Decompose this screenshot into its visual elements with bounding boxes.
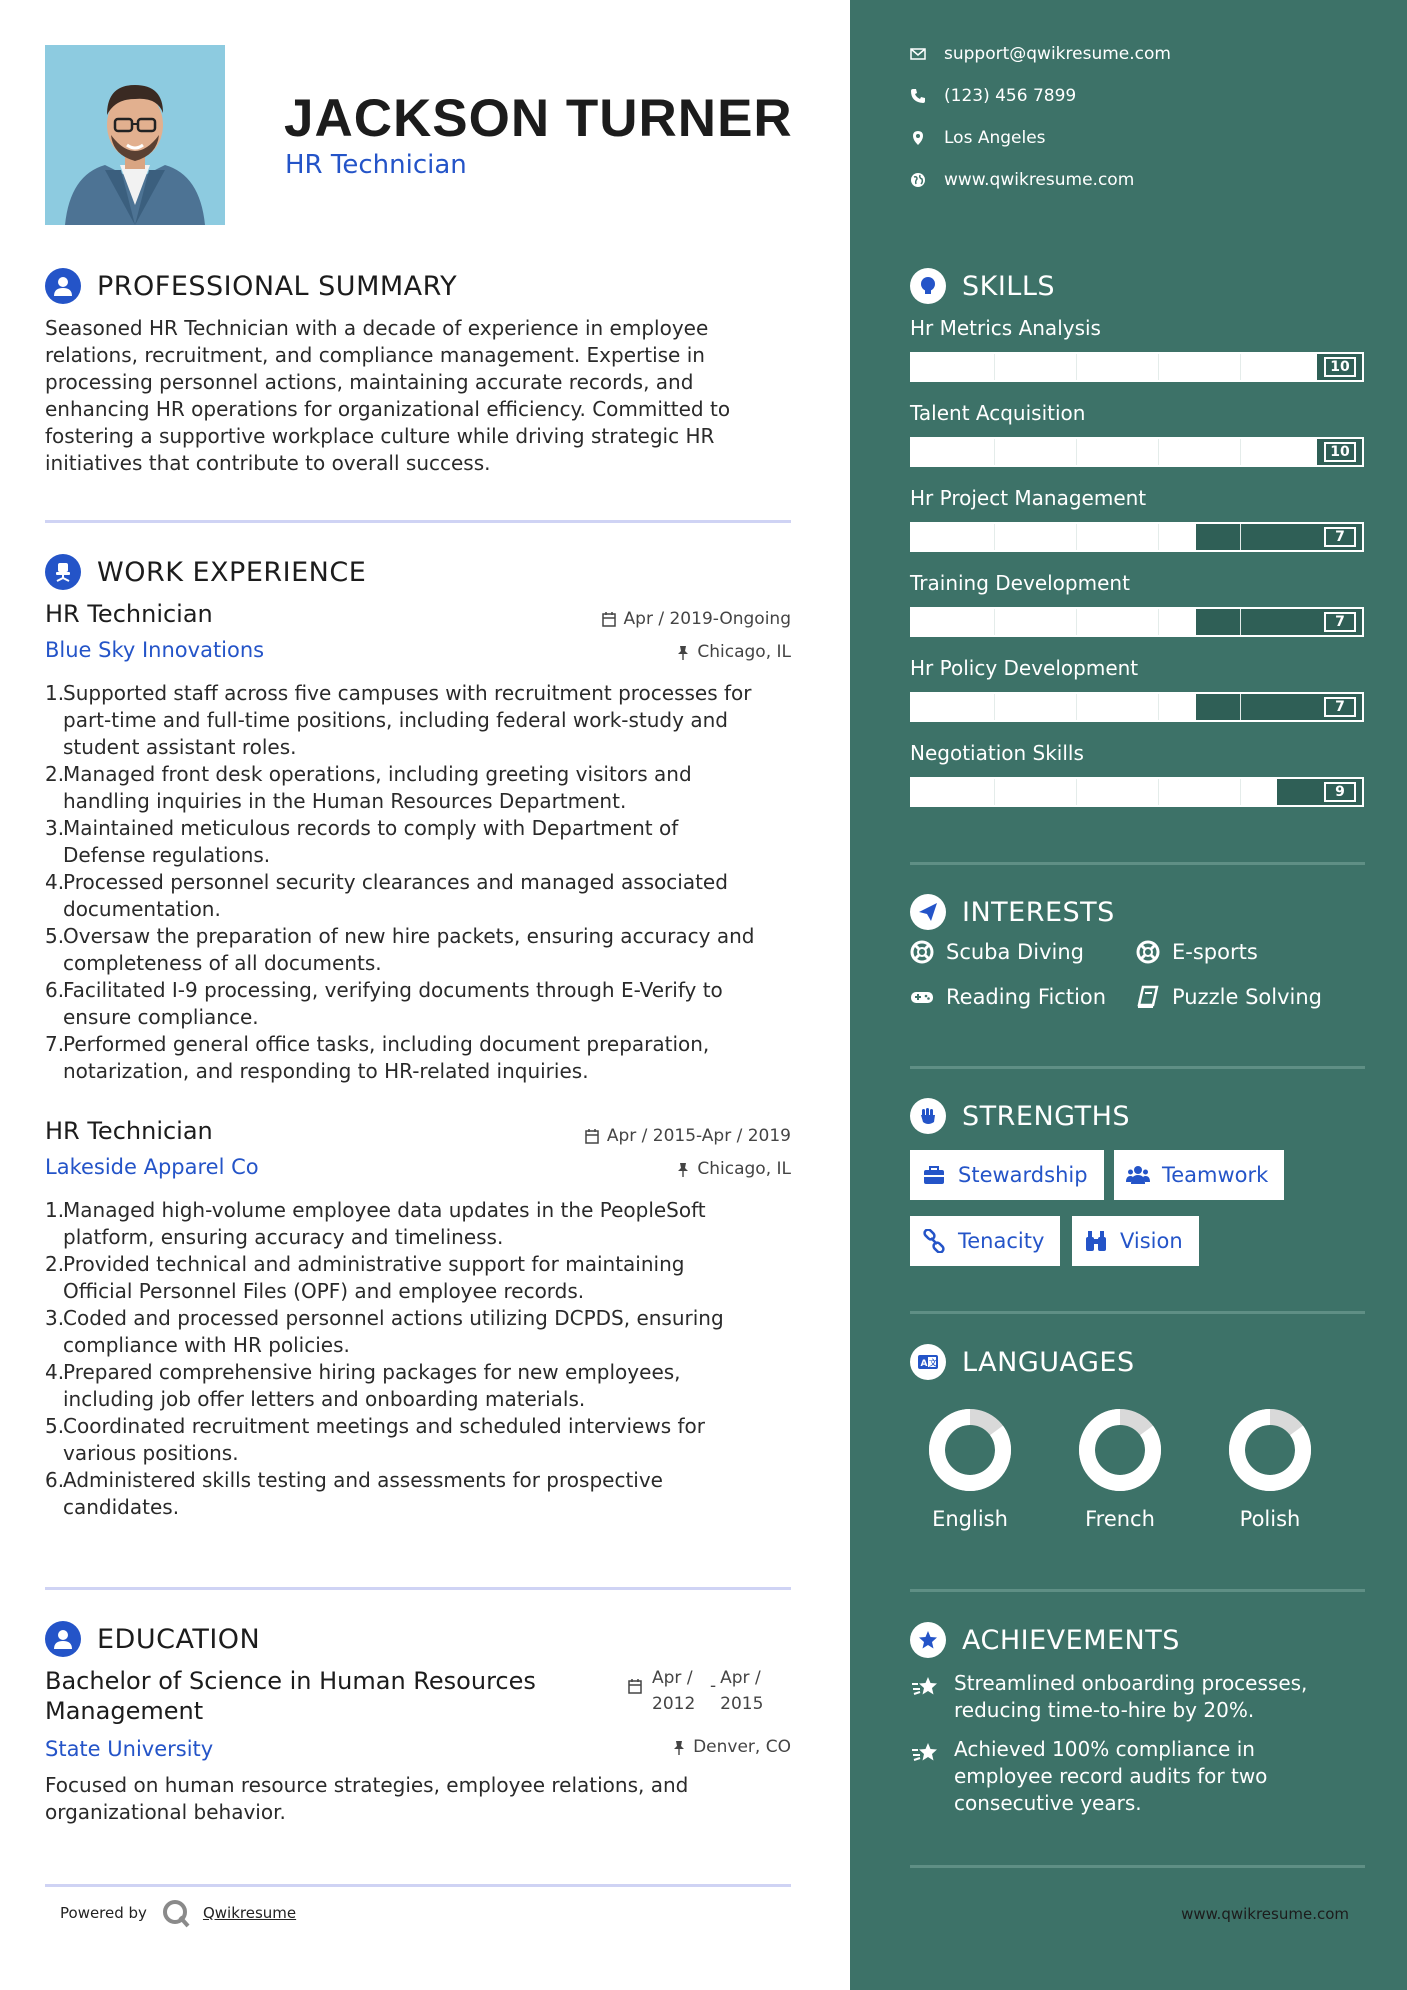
skill-label: Hr Project Management xyxy=(910,486,1147,510)
paper-plane-icon xyxy=(910,894,946,930)
phone-icon xyxy=(910,88,926,104)
education-end: Apr / 2015 xyxy=(720,1668,764,1714)
skill-bar-segment xyxy=(1158,609,1159,635)
skills-title: SKILLS xyxy=(962,270,1056,302)
bullet-number: 5. xyxy=(45,924,65,948)
interest-label: Reading Fiction xyxy=(946,985,1107,1009)
office-chair-icon xyxy=(45,554,81,590)
translate-icon xyxy=(910,1344,946,1380)
life-ring-icon xyxy=(910,940,934,964)
calendar-icon xyxy=(628,1679,642,1694)
skill-bar xyxy=(910,522,1364,552)
achievement-item: Streamlined onboarding processes, reducing time-to-hire by 20%. xyxy=(910,1670,1350,1724)
pin-icon xyxy=(673,1740,685,1755)
skill-bar-segment xyxy=(1240,439,1241,465)
education-title: EDUCATION xyxy=(97,1623,261,1655)
section-divider xyxy=(910,1865,1365,1868)
skill-bar-segment xyxy=(1076,354,1077,380)
contact-location xyxy=(910,128,1046,148)
interest-label: Puzzle Solving xyxy=(1172,985,1322,1009)
job-date-text: Apr / 2015-Apr / 2019 xyxy=(606,1126,791,1146)
strength-label: Tenacity xyxy=(958,1229,1045,1253)
bullet-number: 2. xyxy=(45,1252,65,1276)
svg-text:文: 文 xyxy=(929,1358,937,1368)
list-item: 5. Coordinated recruitment meetings and scheduled interviews for various positions. xyxy=(45,1414,705,1465)
skill-bar-segment xyxy=(1158,694,1159,720)
contact-phone[interactable] xyxy=(910,86,1076,106)
strength-badge xyxy=(1072,1216,1199,1266)
job-location-text: Chicago, IL xyxy=(697,1159,791,1179)
pin-icon xyxy=(677,1162,689,1177)
skill-bar-segment xyxy=(994,354,995,380)
job-bullets xyxy=(45,1197,795,1521)
contact-email-text: support@qwikresume.com xyxy=(944,44,1171,64)
summary-text xyxy=(45,315,791,477)
user-circle-icon xyxy=(45,1621,81,1657)
summary-line: relations, recruitment, and compliance management. Expertise in xyxy=(45,343,705,367)
skill-bar-segment xyxy=(1158,354,1159,380)
skill-value: 7 xyxy=(1324,697,1356,717)
skill-bar-fill xyxy=(912,439,1317,465)
job-date-text: Apr / 2019-Ongoing xyxy=(623,609,791,629)
skill-bar-fill xyxy=(912,694,1196,720)
contact-location-text: Los Angeles xyxy=(944,128,1046,148)
experience-title: WORK EXPERIENCE xyxy=(97,556,367,588)
job-location-text: Chicago, IL xyxy=(697,642,791,662)
skill-bar-segment xyxy=(1240,609,1241,635)
gamepad-icon xyxy=(910,985,934,1009)
contact-website[interactable] xyxy=(910,170,1134,190)
section-divider xyxy=(910,1066,1365,1069)
job-title: HR Technician xyxy=(45,600,213,628)
bullet-number: 6. xyxy=(45,978,65,1002)
binoculars-icon xyxy=(1084,1229,1108,1253)
interest-label: E-sports xyxy=(1172,940,1258,964)
achievement-item: Achieved 100% compliance in employee record audits for two consecutive years. xyxy=(910,1736,1350,1817)
skill-bar xyxy=(910,437,1364,467)
section-divider xyxy=(910,1311,1365,1314)
education-start: Apr / 2012 xyxy=(652,1668,696,1714)
footer-site[interactable]: www.qwikresume.com xyxy=(1181,1905,1349,1923)
section-divider xyxy=(45,520,791,523)
education-description: Focused on human resource strategies, employee relations, and organizational behavior. xyxy=(45,1773,689,1824)
summary-line: Seasoned HR Technician with a decade of experience in employee xyxy=(45,316,709,340)
skill-bar-segment xyxy=(1076,439,1077,465)
job-bullets xyxy=(45,680,795,1085)
globe-icon xyxy=(910,172,926,188)
skill-value: 10 xyxy=(1324,442,1356,462)
life-ring-icon xyxy=(1136,940,1160,964)
brand-link[interactable]: Qwikresume xyxy=(202,1904,297,1922)
skill-bar-segment xyxy=(994,524,995,550)
skill-bar-segment xyxy=(1076,779,1077,805)
skill-bar-segment xyxy=(1240,779,1241,805)
achievements-heading xyxy=(910,1622,1180,1658)
job-location xyxy=(677,642,791,662)
shooting-star-icon xyxy=(910,1672,940,1702)
skill-bar-segment xyxy=(1076,524,1077,550)
skill-bar xyxy=(910,777,1364,807)
interests-heading xyxy=(910,894,1115,930)
contact-email[interactable] xyxy=(910,44,1171,64)
section-divider xyxy=(45,1884,791,1887)
summary-title: PROFESSIONAL SUMMARY xyxy=(97,270,458,302)
degree-line: Management xyxy=(45,1697,204,1725)
candidate-name: JACKSON TURNER xyxy=(284,89,793,148)
language-label: French xyxy=(1085,1507,1155,1531)
interests-title: INTERESTS xyxy=(962,896,1115,928)
list-item: 2. Provided technical and administrative support for maintaining Official Personnel Files (OPF) and employee records. xyxy=(45,1252,685,1303)
language-donut xyxy=(1075,1405,1165,1495)
calendar-icon xyxy=(602,612,616,627)
list-item: 4. Processed personnel security clearances and managed associated documentation. xyxy=(45,870,728,921)
skill-bar-segment xyxy=(1240,524,1241,550)
skill-bar-fill xyxy=(912,779,1277,805)
map-marker-icon xyxy=(910,130,926,146)
qwikresume-logo-icon xyxy=(161,1898,191,1928)
strength-label: Teamwork xyxy=(1162,1163,1269,1187)
language-item xyxy=(910,1405,1030,1531)
skill-label: Hr Policy Development xyxy=(910,656,1139,680)
experience-heading xyxy=(45,554,366,590)
summary-line: processing personnel actions, maintaining accurate records, and xyxy=(45,370,694,394)
job-company: Blue Sky Innovations xyxy=(45,638,265,662)
bullet-number: 1. xyxy=(45,1198,65,1222)
section-divider xyxy=(910,1589,1365,1592)
bullet-number: 5. xyxy=(45,1414,65,1438)
footer-powered-by xyxy=(60,1898,296,1928)
contact-phone-text: (123) 456 7899 xyxy=(944,86,1077,106)
list-item: 4. Prepared comprehensive hiring packages for new employees, including job offer letters and onboarding materials. xyxy=(45,1360,681,1411)
skill-bar-segment xyxy=(1240,354,1241,380)
strength-badge xyxy=(910,1150,1104,1200)
skill-bar xyxy=(910,692,1364,722)
skill-bar-segment xyxy=(1158,524,1159,550)
languages-title: LANGUAGES xyxy=(962,1346,1135,1378)
summary-line: enhancing HR operations for organizational efficiency. Committed to xyxy=(45,397,731,421)
skill-bar-segment xyxy=(994,694,995,720)
list-item: 5. Oversaw the preparation of new hire packets, ensuring accuracy and completeness of all documents. xyxy=(45,924,755,975)
bullet-number: 1. xyxy=(45,681,65,705)
bullet-number: 3. xyxy=(45,1306,65,1330)
book-icon xyxy=(1136,985,1160,1009)
person-portrait-icon xyxy=(45,45,225,225)
skill-bar-segment xyxy=(994,609,995,635)
skill-bar xyxy=(910,607,1364,637)
bullet-number: 2. xyxy=(45,762,65,786)
bullet-number: 3. xyxy=(45,816,65,840)
bullet-number: 4. xyxy=(45,870,65,894)
language-label: Polish xyxy=(1239,1507,1301,1531)
section-divider xyxy=(45,1587,791,1590)
skill-bar-segment xyxy=(994,779,995,805)
skill-bar-fill xyxy=(912,609,1196,635)
list-item: 1. Managed high-volume employee data updates in the PeopleSoft platform, ensuring accuracy and timeliness. xyxy=(45,1198,706,1249)
skill-bar-segment xyxy=(994,439,995,465)
contact-website-text: www.qwikresume.com xyxy=(944,170,1135,190)
skill-bar-segment xyxy=(1076,609,1077,635)
strength-badge xyxy=(910,1216,1060,1266)
list-item: 1. Supported staff across five campuses with recruitment processes for part-time and full-time positions, including federal work-study and student assistant roles. xyxy=(45,681,752,759)
skill-bar-segment xyxy=(1158,779,1159,805)
education-degree xyxy=(45,1666,605,1726)
job-date xyxy=(585,1126,791,1146)
skills-heading xyxy=(910,268,1055,304)
list-item: 3. Maintained meticulous records to comply with Department of Defense regulations. xyxy=(45,816,679,867)
shooting-star-icon xyxy=(910,1738,940,1768)
degree-line: Bachelor of Science in Human Resources xyxy=(45,1667,536,1695)
languages-heading xyxy=(910,1344,1135,1380)
link-icon xyxy=(922,1229,946,1253)
education-heading xyxy=(45,1621,260,1657)
list-item: 3. Coded and processed personnel actions utilizing DCPDS, ensuring compliance with HR policies. xyxy=(45,1306,724,1357)
skill-bar xyxy=(910,352,1364,382)
strengths-title: STRENGTHS xyxy=(962,1100,1131,1132)
strength-label: Stewardship xyxy=(958,1163,1088,1187)
summary-line: initiatives that contribute to overall success. xyxy=(45,451,491,475)
language-label: English xyxy=(932,1507,1008,1531)
calendar-icon xyxy=(585,1129,599,1144)
skill-label: Training Development xyxy=(910,571,1130,595)
summary-heading xyxy=(45,268,457,304)
bullet-number: 6. xyxy=(45,1468,65,1492)
skill-value: 7 xyxy=(1324,527,1356,547)
interest-label: Scuba Diving xyxy=(946,940,1084,964)
powered-by-text: Powered by xyxy=(60,1904,147,1922)
skill-bar-segment xyxy=(1240,694,1241,720)
user-circle-icon xyxy=(45,268,81,304)
strength-label: Vision xyxy=(1120,1229,1183,1253)
education-school: State University xyxy=(45,1737,214,1761)
briefcase-icon xyxy=(922,1163,946,1187)
education-location xyxy=(673,1737,791,1757)
profile-photo xyxy=(45,45,225,225)
date-dash: - xyxy=(710,1676,717,1696)
skill-bar-fill xyxy=(912,524,1196,550)
candidate-role: HR Technician xyxy=(285,150,467,180)
section-divider xyxy=(910,862,1365,865)
skill-value: 9 xyxy=(1324,782,1356,802)
star-badge-icon xyxy=(910,1622,946,1658)
language-donut xyxy=(1225,1405,1315,1495)
education-dates xyxy=(628,1665,778,1717)
skill-bar-segment xyxy=(1076,694,1077,720)
list-item: 6. Facilitated I-9 processing, verifying documents through E-Verify to ensure compliance. xyxy=(45,978,723,1029)
language-item xyxy=(1210,1405,1330,1531)
strength-badge xyxy=(1114,1150,1284,1200)
list-item: 2. Managed front desk operations, including greeting visitors and handling inquiries in the Human Resources Department. xyxy=(45,762,692,813)
users-icon xyxy=(1126,1163,1150,1187)
skill-label: Negotiation Skills xyxy=(910,741,1084,765)
job-location xyxy=(677,1159,791,1179)
strengths-heading xyxy=(910,1098,1130,1134)
skill-label: Hr Metrics Analysis xyxy=(910,316,1101,340)
bullet-number: 4. xyxy=(45,1360,65,1384)
skill-value: 7 xyxy=(1324,612,1356,632)
list-item: 7. Performed general office tasks, including document preparation, notarization, and responding to HR-related inquiries. xyxy=(45,1032,710,1083)
interest-item xyxy=(910,940,1084,964)
job-date xyxy=(602,609,791,629)
skill-label: Talent Acquisition xyxy=(910,401,1086,425)
svg-text:A: A xyxy=(920,1359,928,1369)
summary-line: fostering a supportive workplace culture while driving strategic HR xyxy=(45,424,715,448)
pin-icon xyxy=(677,645,689,660)
job-company: Lakeside Apparel Co xyxy=(45,1155,259,1179)
sidebar xyxy=(850,0,1407,1990)
interest-item xyxy=(1136,940,1258,964)
language-donut xyxy=(925,1405,1015,1495)
interest-item xyxy=(1136,985,1322,1009)
skill-bar-fill xyxy=(912,354,1317,380)
bullet-number: 7. xyxy=(45,1032,65,1056)
interest-item xyxy=(910,985,1106,1009)
achievements-title: ACHIEVEMENTS xyxy=(962,1624,1180,1656)
language-item xyxy=(1060,1405,1180,1531)
education-location-text: Denver, CO xyxy=(693,1737,791,1757)
fist-icon xyxy=(910,1098,946,1134)
envelope-icon xyxy=(910,46,926,62)
lightbulb-icon xyxy=(910,268,946,304)
skill-bar-segment xyxy=(1158,439,1159,465)
list-item: 6. Administered skills testing and assessments for prospective candidates. xyxy=(45,1468,663,1519)
job-title: HR Technician xyxy=(45,1117,213,1145)
skill-value: 10 xyxy=(1324,357,1356,377)
